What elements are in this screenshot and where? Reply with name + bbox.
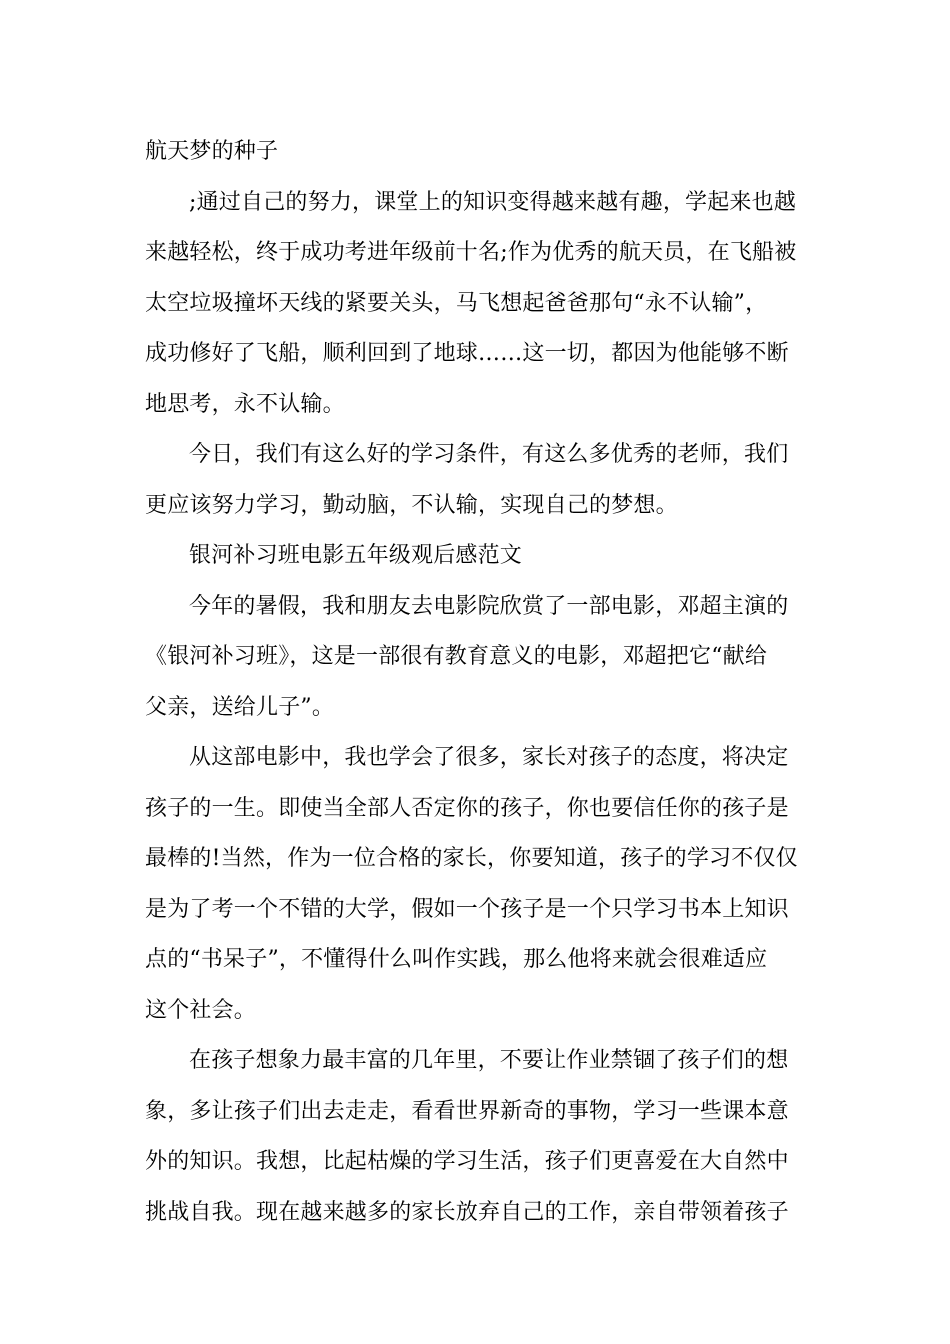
- text-line: 父亲，送给儿子”。: [145, 695, 335, 720]
- text-line: 来越轻松，终于成功考进年级前十名;作为优秀的航天员，在飞船被: [145, 240, 797, 265]
- text-line: 今日，我们有这么好的学习条件，有这么多优秀的老师，我们: [189, 442, 789, 467]
- text-line: 这个社会。: [145, 998, 257, 1023]
- text-line: 《银河补习班》，这是一部很有教育意义的电影，邓超把它“献给: [145, 644, 768, 669]
- text-line: 孩子的一生。即使当全部人否定你的孩子，你也要信任你的孩子是: [145, 796, 789, 821]
- text-line: 象，多让孩子们出去走走，看看世界新奇的事物，学习一些课本意: [145, 1099, 789, 1124]
- text-line: 点的“书呆子”，不懂得什么叫作实践，那么他将来就会很难适应: [145, 947, 768, 972]
- text-line: 银河补习班电影五年级观后感范文: [189, 543, 523, 568]
- text-line: 外的知识。我想，比起枯燥的学习生活，孩子们更喜爱在大自然中: [145, 1149, 789, 1174]
- text-line: ;通过自己的努力，课堂上的知识变得越来越有趣，学起来也越: [189, 190, 797, 215]
- document-title: 航天梦的种子: [145, 139, 279, 164]
- text-line: 太空垃圾撞坏天线的紧要关头，马飞想起爸爸那句“永不认输”，: [145, 291, 768, 316]
- text-line: 更应该努力学习，勤动脑，不认输，实现自己的梦想。: [145, 493, 678, 518]
- text-line: 今年的暑假，我和朋友去电影院欣赏了一部电影，邓超主演的: [189, 594, 789, 619]
- text-line: 最棒的!当然，作为一位合格的家长，你要知道，孩子的学习不仅仅: [145, 846, 798, 871]
- text-line: 成功修好了飞船，顺利回到了地球……这一切，都因为他能够不断: [145, 341, 789, 366]
- text-line: 在孩子想象力最丰富的几年里，不要让作业禁锢了孩子们的想: [189, 1048, 789, 1073]
- text-line: 从这部电影中，我也学会了很多，家长对孩子的态度，将决定: [189, 745, 789, 770]
- text-line: 挑战自我。现在越来越多的家长放弃自己的工作，亲自带领着孩子: [145, 1200, 789, 1225]
- text-line: 是为了考一个不错的大学，假如一个孩子是一个只学习书本上知识: [145, 897, 789, 922]
- text-line: 地思考，永不认输。: [145, 392, 345, 417]
